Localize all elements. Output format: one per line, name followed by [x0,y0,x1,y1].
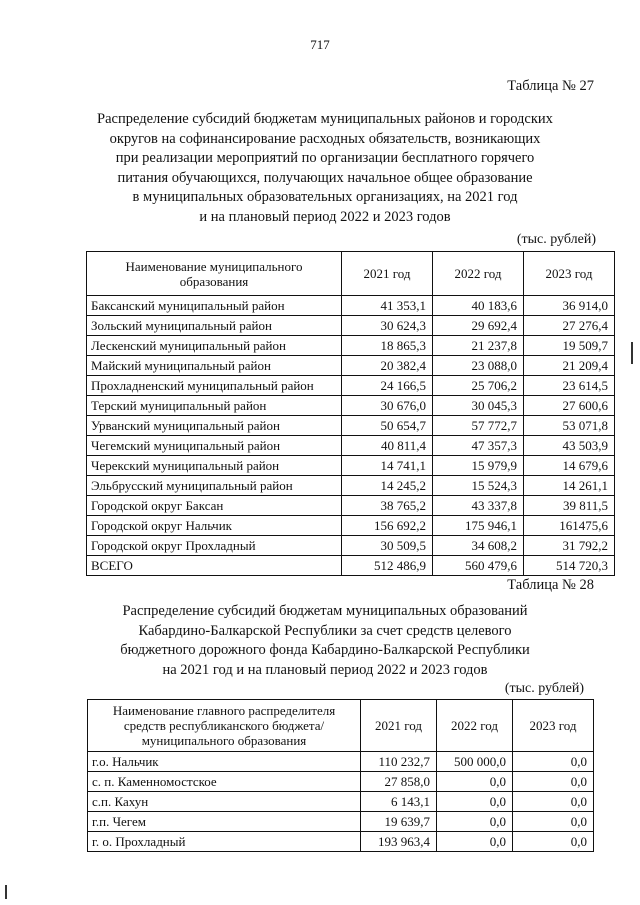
table-27-units: (тыс. рублей) [516,232,596,247]
row-value: 25 706,2 [433,376,524,396]
row-value: 30 624,3 [342,316,433,336]
row-value: 23 088,0 [433,356,524,376]
header-row [88,700,594,752]
row-value: 6 143,1 [361,792,437,812]
row-label: Прохладненский муниципальный район [87,376,342,396]
row-value: 38 765,2 [342,496,433,516]
table-row [87,556,615,576]
table-row [88,812,594,832]
row-value: 23 614,5 [524,376,615,396]
row-value: 30 676,0 [342,396,433,416]
table-27-title [90,110,560,227]
row-label: Чегемский муниципальный район [87,436,342,456]
row-label: Майский муниципальный район [87,356,342,376]
table-28-body [88,752,594,852]
row-value: 43 503,9 [524,436,615,456]
row-value: 30 509,5 [342,536,433,556]
row-label: Городской округ Нальчик [87,516,342,536]
row-value: 30 045,3 [433,396,524,416]
row-value: 53 071,8 [524,416,615,436]
table-row [87,536,615,556]
column-header-2021: 2021 год [361,700,437,752]
row-value: 57 772,7 [433,416,524,436]
row-value: 14 245,2 [342,476,433,496]
row-value: 18 865,3 [342,336,433,356]
column-header-2022: 2022 год [437,700,513,752]
column-header-name: Наименование главного распределителя средств республиканского бюджета/ муниципального образования [88,700,361,752]
row-value: 40 183,6 [433,296,524,316]
row-value: 41 353,1 [342,296,433,316]
title-line: и на плановый период 2022 и 2023 годов [199,208,451,225]
title-line: питания обучающихся, получающих начальное общее образование [117,169,533,186]
row-value: 0,0 [437,792,513,812]
title-line: Распределение субсидий бюджетам муниципальных образований [122,603,528,619]
row-value: 15 524,3 [433,476,524,496]
table-27-body [87,296,615,576]
row-value: 21 237,8 [433,336,524,356]
row-label: Черекский муниципальный район [87,456,342,476]
table-row [87,356,615,376]
row-label: г. о. Прохладный [88,832,361,852]
row-value: 15 979,9 [433,456,524,476]
row-value: 161475,6 [524,516,615,536]
table-row [88,792,594,812]
row-value: 43 337,8 [433,496,524,516]
title-line: округов на софинансирование расходных обязательств, возникающих [109,130,541,147]
row-value: 20 382,4 [342,356,433,376]
row-value: 21 209,4 [524,356,615,376]
header-row [87,252,615,296]
row-value: 36 914,0 [524,296,615,316]
table-row [87,296,615,316]
row-value: 50 654,7 [342,416,433,436]
row-value: 14 261,1 [524,476,615,496]
row-value: 0,0 [513,752,594,772]
row-value: 0,0 [513,772,594,792]
column-header-2023: 2023 год [524,252,615,296]
row-value: 514 720,3 [524,556,615,576]
row-label: Городской округ Баксан [87,496,342,516]
row-value: 27 276,4 [524,316,615,336]
table-row [87,416,615,436]
row-value: 14 679,6 [524,456,615,476]
row-value: 34 608,2 [433,536,524,556]
row-value: 27 858,0 [361,772,437,792]
title-line: на 2021 год и на плановый период 2022 и 2023 годов [162,661,488,678]
row-value: 512 486,9 [342,556,433,576]
row-value: 24 166,5 [342,376,433,396]
table-row [87,396,615,416]
row-label: с.п. Кахун [88,792,361,812]
table-27-label: Таблица № 27 [507,78,594,94]
table-28-units: (тыс. рублей) [504,681,584,696]
row-value: 175 946,1 [433,516,524,536]
table-row [88,752,594,772]
title-line: Кабардино-Балкарской Республики за счет средств целевого [138,622,512,639]
table-row [87,336,615,356]
row-label: ВСЕГО [87,556,342,576]
row-value: 0,0 [437,772,513,792]
scan-margin-mark [631,342,633,364]
row-label: Терский муниципальный район [87,396,342,416]
row-value: 500 000,0 [437,752,513,772]
row-value: 0,0 [513,832,594,852]
column-header-2021: 2021 год [342,252,433,296]
row-value: 29 692,4 [433,316,524,336]
row-label: Лескенский муниципальный район [87,336,342,356]
table-row [88,832,594,852]
row-label: г.о. Нальчик [88,752,361,772]
table-row [87,436,615,456]
row-value: 40 811,4 [342,436,433,456]
column-header-name: Наименование муниципального образования [87,252,342,296]
row-label: Эльбрусский муниципальный район [87,476,342,496]
row-value: 0,0 [513,792,594,812]
row-value: 39 811,5 [524,496,615,516]
table-28-label: Таблица № 28 [507,577,594,593]
table-row [87,476,615,496]
column-header-2022: 2022 год [433,252,524,296]
row-label: Баксанский муниципальный район [87,296,342,316]
row-label: Зольский муниципальный район [87,316,342,336]
scan-margin-mark [5,885,7,899]
row-value: 27 600,6 [524,396,615,416]
row-value: 19 639,7 [361,812,437,832]
table-row [87,496,615,516]
row-label: с. п. Каменномостское [88,772,361,792]
title-line: при реализации мероприятий по организации бесплатного горячего [115,150,535,166]
row-value: 193 963,4 [361,832,437,852]
row-value: 47 357,3 [433,436,524,456]
title-line: Распределение субсидий бюджетам муниципальных районов и городских [97,111,553,127]
row-value: 156 692,2 [342,516,433,536]
row-value: 560 479,6 [433,556,524,576]
table-27 [86,251,615,576]
row-value: 14 741,1 [342,456,433,476]
row-value: 31 792,2 [524,536,615,556]
row-value: 0,0 [437,832,513,852]
title-line: в муниципальных образовательных организациях, на 2021 год [132,189,518,205]
table-row [88,772,594,792]
row-value: 0,0 [513,812,594,832]
table-row [87,376,615,396]
row-label: г.п. Чегем [88,812,361,832]
table-28 [87,699,594,852]
page-number: 717 [310,37,330,52]
table-row [87,456,615,476]
table-row [87,516,615,536]
row-value: 110 232,7 [361,752,437,772]
row-value: 0,0 [437,812,513,832]
row-value: 19 509,7 [524,336,615,356]
table-row [87,316,615,336]
title-line: бюджетного дорожного фонда Кабардино-Балкарской Республики [120,642,530,658]
row-label: Городской округ Прохладный [87,536,342,556]
table-28-title [90,602,560,680]
row-label: Урванский муниципальный район [87,416,342,436]
column-header-2023: 2023 год [513,700,594,752]
